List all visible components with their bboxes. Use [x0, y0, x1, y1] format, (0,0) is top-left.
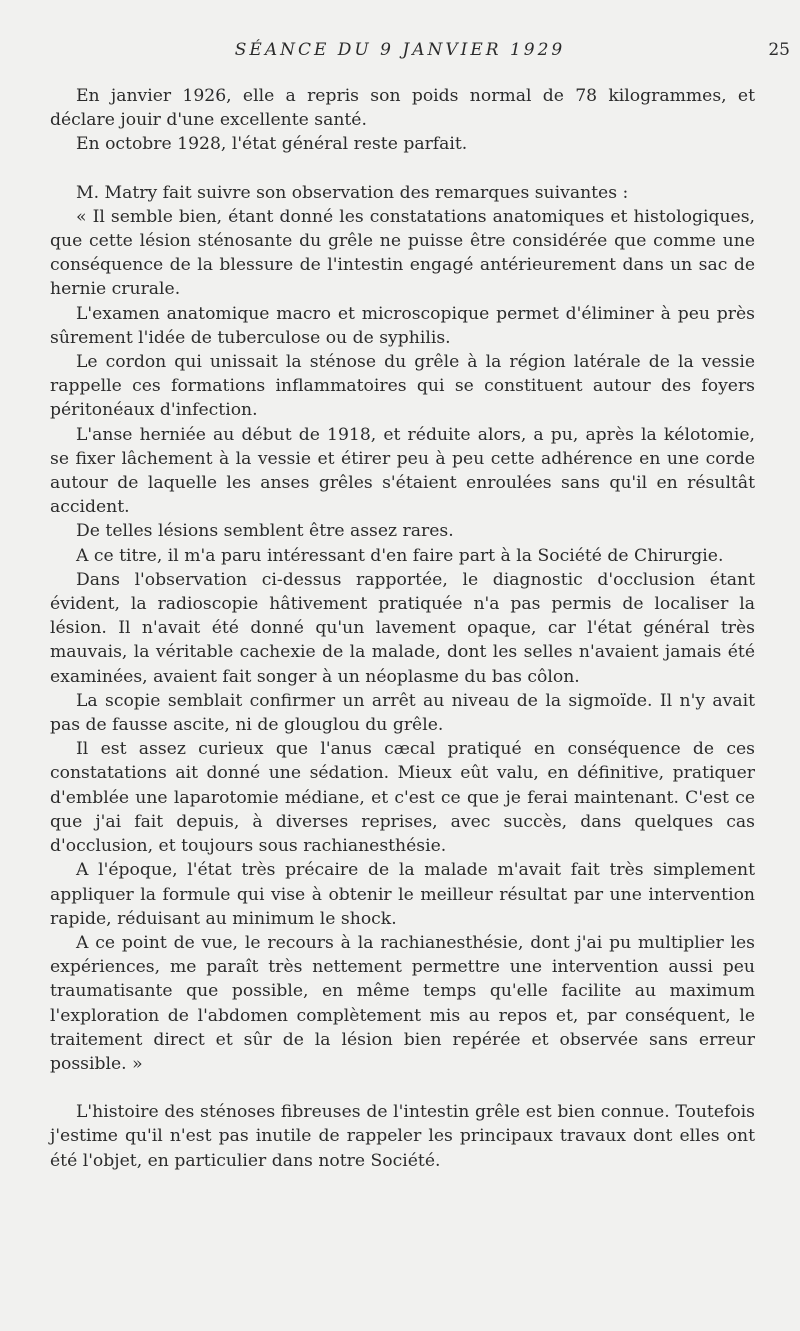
- body-text: [50, 84, 755, 1173]
- paragraph: En janvier 1926, elle a repris son poids normal de 78 kilogrammes, et déclare jouir d'une excellente santé.: [50, 86, 755, 131]
- paragraph: « Il semble bien, étant donné les constatations anatomiques et histologiques, que cette lésion sténosante du grêle ne puisse être considérée que comme une conséquence de la blessure de l'intestin engagé antérieurement dans un sac de hernie crurale.: [50, 206, 755, 300]
- paragraph: Il est assez curieux que l'anus cæcal pratiqué en conséquence de ces constatations ait donné une sédation. Mieux eût valu, en définitive, pratiquer d'emblée une laparotomie médiane, et c'est ce que je ferai maintenant. C'est ce que j'ai fait depuis, à diverses reprises, avec succès, dans quelques cas d'occlusion, et toujours sous rachianesthésie.: [50, 739, 755, 857]
- paragraph: Dans l'observation ci-dessus rapportée, le diagnostic d'occlusion étant évident, la radioscopie hâtivement pratiquée n'a pas permis de localiser la lésion. Il n'avait été donné qu'un lavement opaque, car l'état général très mauvais, la véritable cachexie de la malade, dont les selles n'avaient jamais été examinées, avaient fait songer à un néoplasme du bas côlon.: [50, 569, 755, 687]
- paragraph: A ce titre, il m'a paru intéressant d'en faire part à la Société de Chirurgie.: [76, 545, 724, 566]
- paragraph: L'examen anatomique macro et microscopique permet d'éliminer à peu près sûrement l'idée de tuberculose ou de syphilis.: [50, 303, 755, 348]
- paragraph: A ce point de vue, le recours à la rachianesthésie, dont j'ai pu multiplier les expériences, me paraît très nettement permettre une intervention aussi peu traumatisante que possible, en même temps qu'elle facilite au maximum l'exploration de l'abdomen complètement mis au repos et, par conséquent, le traitement direct et sûr de la lésion bien repérée et observée sans erreur possible. »: [50, 932, 755, 1074]
- page-number: 25: [768, 40, 790, 60]
- paragraph: La scopie semblait confirmer un arrêt au niveau de la sigmoïde. Il n'y avait pas de fausse ascite, ni de glouglou du grêle.: [50, 690, 755, 736]
- paragraph: L'histoire des sténoses fibreuses de l'intestin grêle est bien connue. Toutefois j'estime qu'il n'est pas inutile de rappeler les principaux travaux dont elles ont été l'objet, en particulier dans notre Société.: [50, 1102, 755, 1171]
- paragraph: De telles lésions semblent être assez rares.: [76, 521, 454, 542]
- paragraph: Le cordon qui unissait la sténose du grêle à la région latérale de la vessie rappelle ces formations inflammatoires qui se constituent autour des foyers péritonéaux d'infection.: [50, 352, 755, 421]
- paragraph: A l'époque, l'état très précaire de la malade m'avait fait très simplement appliquer la formule qui vise à obtenir le meilleur résultat par une intervention rapide, réduisant au minimum le shock.: [50, 860, 755, 929]
- page-header: [0, 40, 800, 64]
- running-title: SÉANCE DU 9 JANVIER 1929: [234, 40, 566, 60]
- paragraph: En octobre 1928, l'état général reste parfait.: [76, 134, 468, 155]
- paragraph: M. Matry fait suivre son observation des remarques suivantes :: [76, 182, 629, 203]
- paragraph: L'anse herniée au début de 1918, et réduite alors, a pu, après la kélotomie, se fixer lâchement à la vessie et étirer peu à peu cette adhérence en une corde autour de laquelle les anses grêles s'étaient enroulées sans qu'il en résultât accident.: [50, 424, 755, 518]
